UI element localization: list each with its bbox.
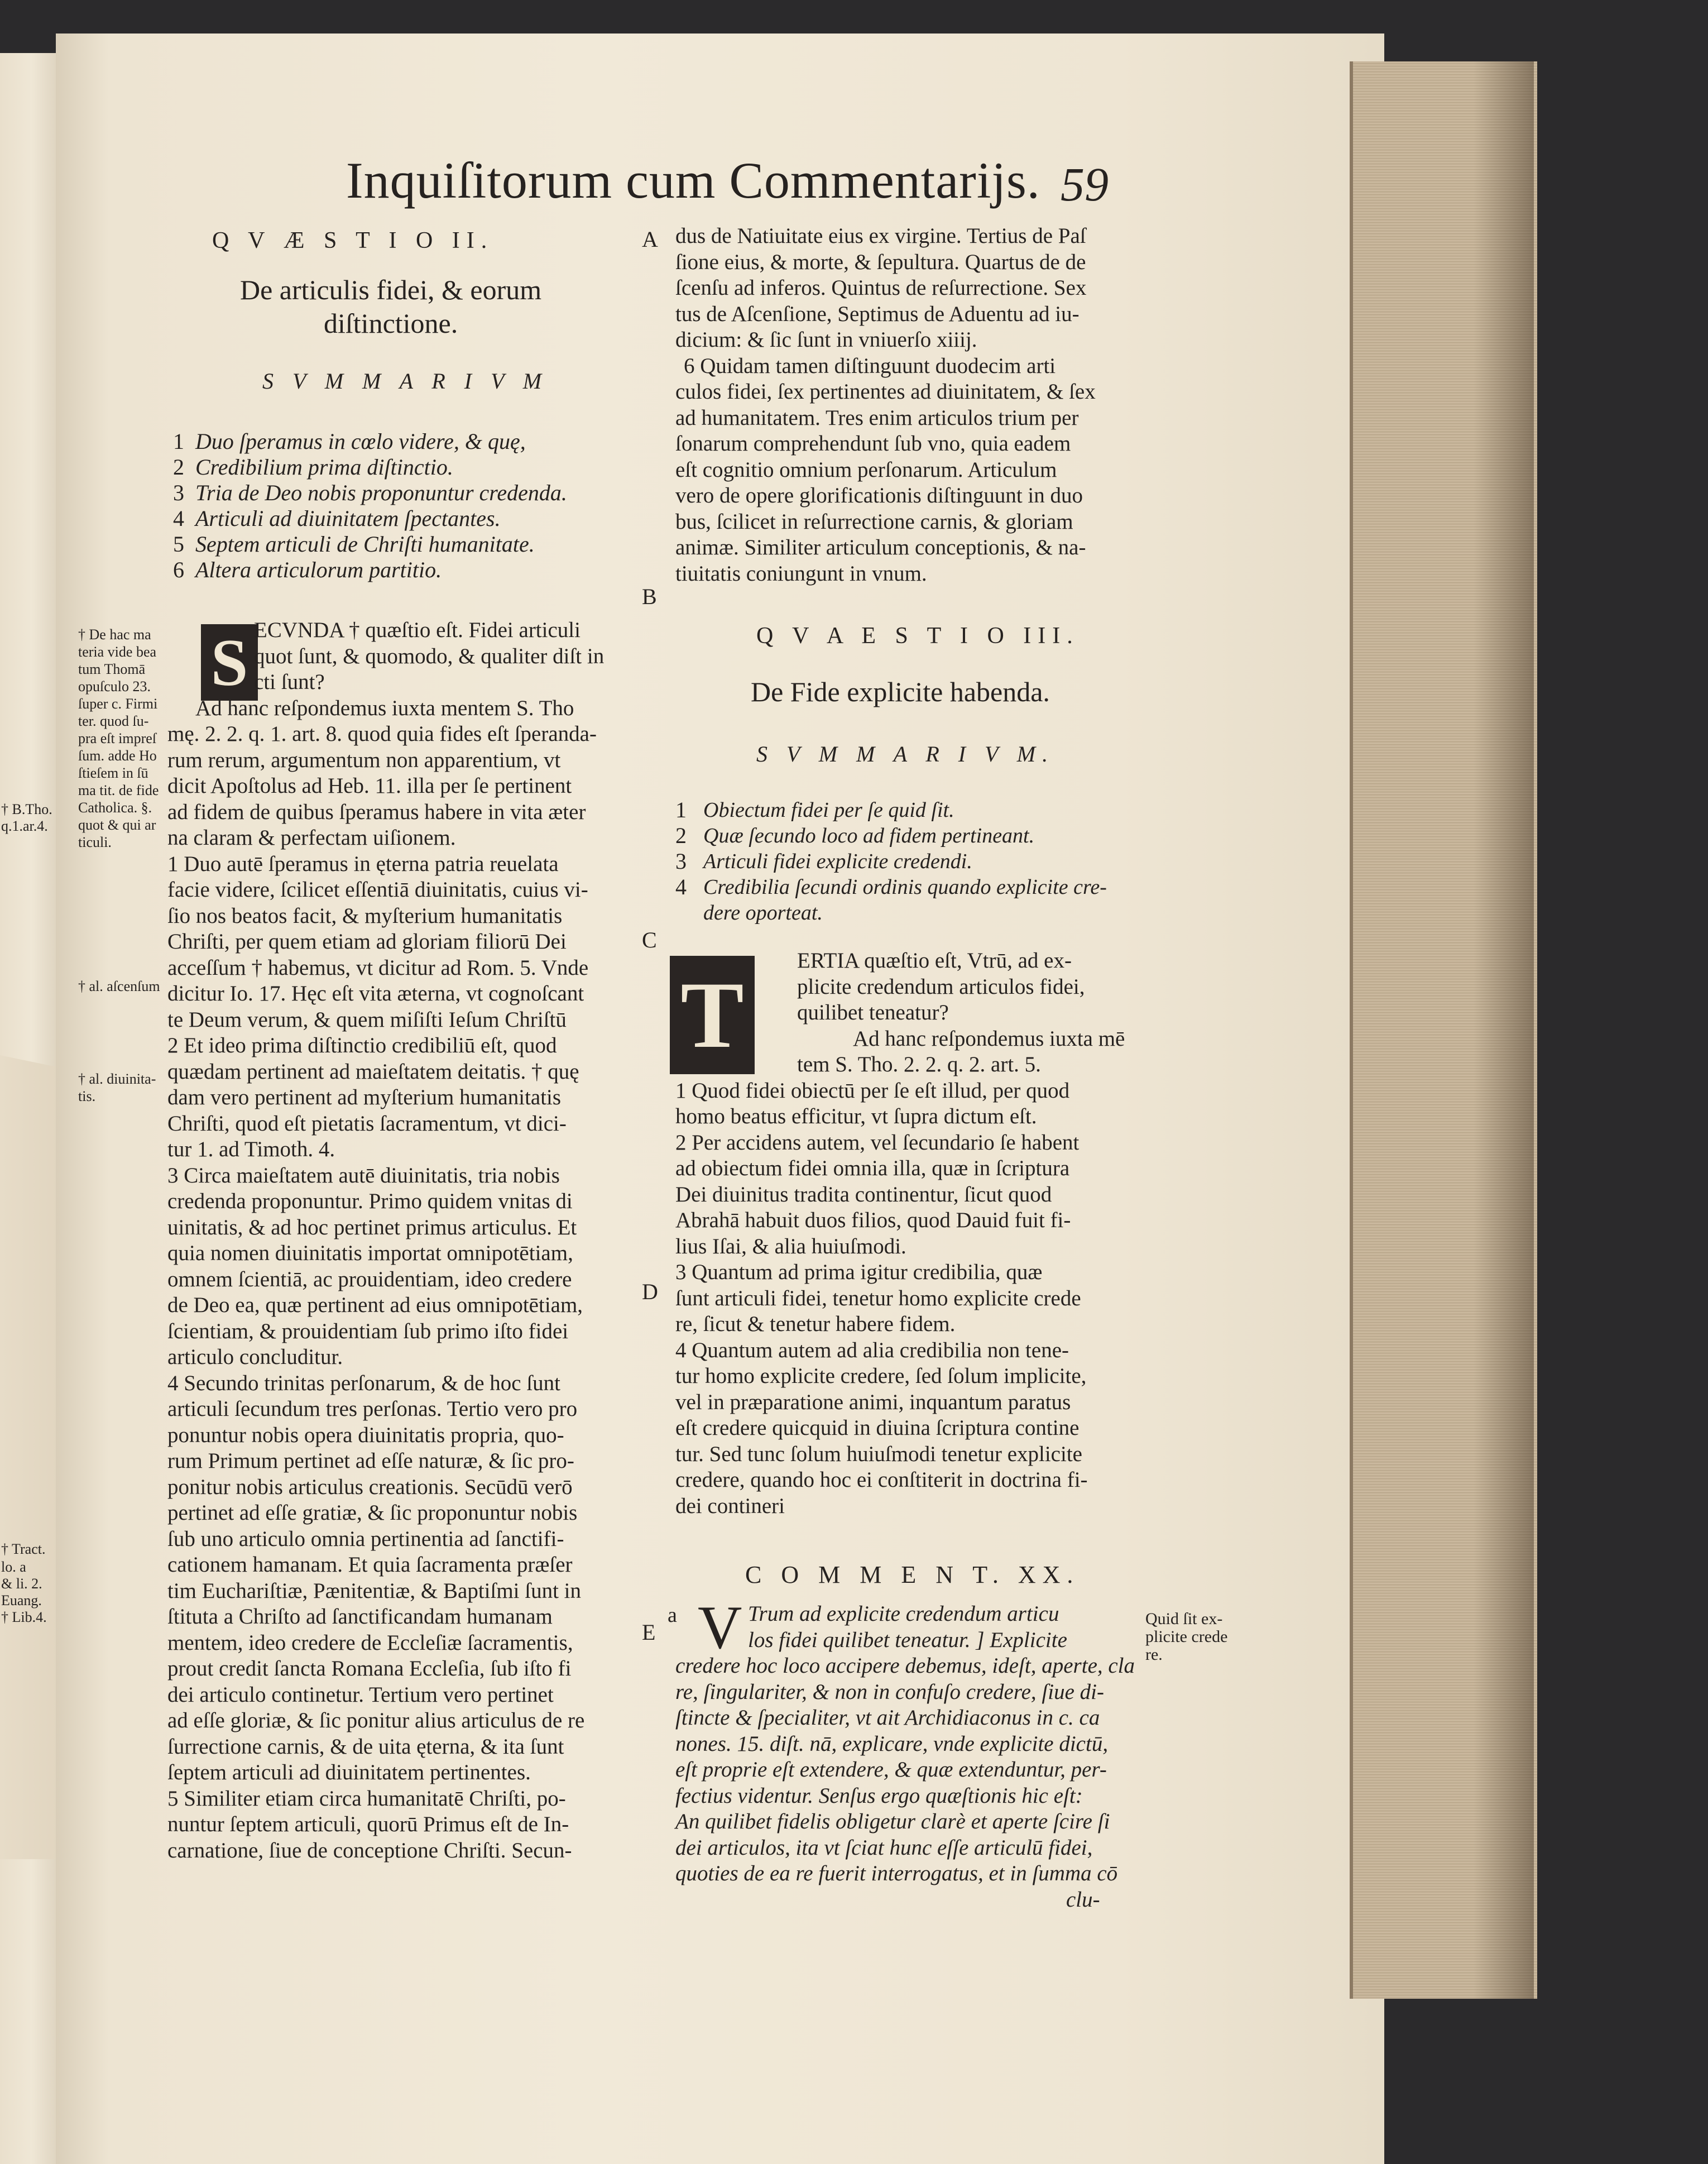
body-text-line: nuntur ſeptem articuli, quorū Primus eſt de In- [167,1812,569,1836]
question-title: diſtinctione. [324,308,458,339]
running-head: Inquiſitorum cum Commentarijs. [346,152,1040,209]
body-text-line: lius Iſai, & alia huiuſmodi. [675,1234,906,1258]
body-text-line: quædam pertinent ad maieſtatem deitatis. † quę [167,1059,579,1084]
body-text-line: dei contineri [675,1493,785,1518]
commentary-line: An quilibet fidelis obligetur clarè et aperte ſcire ſi [675,1809,1110,1833]
body-text-line: vel in præparatione animi, inquantum paratus [675,1390,1071,1414]
body-text-line: ponuntur nobis opera diuinitatis propria, quo- [167,1423,564,1447]
body-text-line: prout credit ſancta Romana Eccleſia, ſub iſto fi [167,1656,572,1681]
margin-note: re. [1145,1645,1163,1664]
body-text-line: homo beatus efficitur, vt ſupra dictum eſt. [675,1104,1037,1128]
commentary-line: re, ſingulariter, & non in confuſo credere, ſiue di- [675,1679,1104,1704]
margin-note: teria vide bea [78,644,157,660]
body-text-line: ſio nos beatos facit, & myſterium humanitatis [167,903,563,928]
body-text-line: ad obiectum fidei omnia illa, quæ in ſcriptura [675,1156,1070,1180]
body-text-line: quia nomen diuinitatis importat omnipotētiam, [167,1241,573,1265]
body-text-line: cationem hamanam. Et quia ſacramenta præſer [167,1553,573,1577]
body-text-line: ſub uno articulo omnia pertinentia ad ſanctifi- [167,1526,564,1551]
summary-number: 5 [173,532,184,557]
summarium-heading: S V M M A R I V M. [756,741,1055,767]
folio-number: 59 [1061,157,1109,211]
body-text-line: dei articulo continetur. Tertium vero pertinet [167,1682,554,1707]
body-text-line: 3 Quantum ad prima igitur credibilia, quæ [675,1260,1043,1284]
margin-note: tum Thomā [78,661,146,677]
section-letter: E [642,1620,656,1645]
body-text-line: ad fidem de quibus ſperamus habere in vita æter [167,799,586,824]
body-text-line: re, ſicut & tenetur habere fidem. [675,1312,956,1336]
body-text-line: tem S. Tho. 2. 2. q. 2. art. 5. [797,1052,1041,1076]
margin-note: opuſculo 23. [78,678,151,695]
margin-note: Quid ſit ex- [1145,1610,1223,1628]
body-text-line: tur. Sed tunc ſolum huiuſmodi tenetur explicite [675,1442,1082,1466]
body-text-line: dicium: & ſic ſunt in vniuerſo xiiij. [675,328,977,352]
body-text-line: eſt cognitio omnium perſonarum. Articulum [675,457,1057,482]
margin-note: † al. aſcenſum [78,978,160,994]
body-text-line: tur homo explicite credere, ſed ſolum implicite, [675,1364,1087,1388]
body-text-line: te Deum verum, & quem miſiſti Ieſum Chriſtū [167,1007,567,1032]
summary-item: Credibilia ſecundi ordinis quando explicite cre- [703,875,1107,899]
body-text-line: ſonarum comprehendunt ſub vno, quia eadem [675,432,1071,456]
body-text-line: Ad hanc reſpondemus iuxta mentem S. Tho [195,696,574,720]
summary-number: 3 [173,480,184,505]
summary-item: Duo ſperamus in cœlo videre, & quę, [195,429,526,454]
body-text-line: ſione eius, & morte, & ſepultura. Quartus de de [675,250,1086,274]
commentary-line: clu- [1066,1887,1100,1912]
margin-note: ſum. adde Ho [78,748,157,764]
body-text-line: ad eſſe gloriæ, & ſic ponitur alius articulus de re [167,1708,585,1732]
body-text-line: ad humanitatem. Tres enim articulos trium per [675,405,1079,430]
left-page-note: q.1.ar.4. [1,818,48,834]
margin-note: Catholica. §. [78,799,152,816]
margin-note: tis. [78,1088,96,1104]
summary-item: Altera articulorum partitio. [195,557,442,582]
summary-number: 3 [675,849,687,874]
left-page-note: † B.Tho. [1,801,52,817]
comment-letter: a [668,1603,677,1627]
commentary-line: nones. 15. diſt. nā, explicare, vnde explicite dictū, [675,1731,1109,1756]
summarium-heading: S V M M A R I V M [262,368,549,394]
body-text-line: ponitur nobis articulus creationis. Secūdū verō [167,1474,573,1499]
body-text-line: uinitatis, & ad hoc pertinet primus articulus. Et [167,1215,577,1239]
body-text-line: na claram & perfectam uiſionem. [167,826,456,850]
summary-item: Quæ ſecundo loco ad fidem pertineant. [703,824,1035,848]
commentary-line: fectius videntur. Senſus ergo quæſtionis hic eſt: [675,1783,1083,1808]
body-text-line: credenda proponuntur. Primo quidem vnitas di [167,1189,573,1213]
body-text-line: Chriſti, quod eſt pietatis ſacramentum, vt dici- [167,1111,567,1136]
section-letter: B [642,584,657,609]
body-text-line: tim Euchariſtiæ, Pænitentiæ, & Baptiſmi ſunt in [167,1578,581,1603]
body-text-line: ſtituta a Chriſto ad ſanctificandam humanam [167,1605,553,1629]
left-page-note: Euang. [1,1592,42,1608]
commentary-line: quoties de ea re fuerit interrogatus, et in ſumma cō [675,1861,1118,1885]
question-title: De Fide explicite habenda. [751,676,1050,707]
body-text-line: 2 Et ideo prima diſtinctio credibiliū eſt, quod [167,1033,557,1057]
body-text-line: dam vero pertinent ad myſterium humanitatis [167,1085,562,1109]
body-text-line: rum rerum, argumentum non apparentium, vt [167,748,561,772]
body-text-line: acceſſum † habemus, vt dicitur ad Rom. 5. Vnde [167,955,589,980]
body-text-line: cti ſunt? [254,670,325,694]
commentary-line: ſtincte & ſpecialiter, vt ait Archidiaconus in c. ca [675,1706,1100,1730]
question-heading: Q V A E S T I O III. [756,623,1080,649]
body-text-line: ſeptem articuli ad diuinitatem pertinentes. [167,1760,531,1784]
body-text-line: Ad hanc reſpondemus iuxta mē [853,1026,1125,1051]
summary-number: 2 [675,823,687,848]
body-text-line: tur 1. ad Timoth. 4. [167,1137,335,1161]
body-text-line: dicitur Io. 17. Hęc eſt vita æterna, vt cognoſcant [167,982,584,1006]
commentary-line: Trum ad explicite credendum articu [748,1602,1059,1626]
body-text-line: credere, quando hoc ei conſtiterit in doctrina fi- [675,1468,1088,1492]
body-text-line: dicit Apoſtolus ad Heb. 11. illa per ſe pertinent [167,774,572,798]
margin-note: † De hac ma [78,626,151,643]
body-text-line: ſunt articuli fidei, tenetur homo explicite crede [675,1286,1081,1310]
body-text-line: Chriſti, per quem etiam ad gloriam filiorū Dei [167,930,567,954]
body-text-line: vero de opere glorificationis diſtinguunt in duo [675,483,1083,508]
left-page-note: lo. a [1,1559,26,1575]
body-text-line: 5 Similiter etiam circa humanitatē Chriſti, po- [167,1786,566,1811]
body-text-line: Abrahā habuit duos filios, quod Dauid fuit fi- [675,1208,1071,1232]
body-text-line: 1 Quod fidei obiectū per ſe eſt illud, per quod [675,1078,1070,1103]
body-text-line: tiuitatis coniungunt in vnum. [675,561,927,586]
body-text-line: quot ſunt, & quomodo, & qualiter diſt in [254,644,604,668]
drop-cap-initial: S [201,624,258,701]
body-text-line: Dei diuinitus tradita continentur, ſicut quod [675,1182,1052,1207]
summary-number: 2 [173,454,184,480]
commentary-line: dei articulos, ita vt ſciat hunc eſſe articulū fidei, [675,1835,1093,1860]
body-text-line: ERTIA quæſtio eſt, Vtrū, ad ex- [797,949,1072,973]
summary-item: Articuli fidei explicite credendi. [703,850,972,873]
commentary-line: eſt proprie eſt extendere, & quæ extenduntur, per- [675,1758,1107,1782]
summary-item: Articuli ad diuinitatem ſpectantes. [195,506,501,531]
body-text-line: ſcientiam, & prouidentiam ſub primo iſto fidei [167,1319,569,1343]
summary-number: 4 [173,506,184,531]
summary-item: Obiectum fidei per ſe quid ſit. [703,798,954,822]
margin-note: plicite crede [1145,1627,1228,1646]
body-text-line: mentem, ideo credere de Eccleſiæ ſacramentis, [167,1630,573,1655]
body-text-line: carnatione, ſiue de conceptione Chriſti. Secun- [167,1838,572,1863]
margin-note: ticuli. [78,834,112,850]
drop-cap-initial: T [670,956,755,1074]
margin-note: pra eſt impreſ [78,730,157,746]
summary-number: 4 [675,874,687,899]
summary-item: Septem articuli de Chriſti humanitate. [195,532,535,557]
body-text-line: animæ. Similiter articulum conceptionis, & na- [675,535,1086,559]
body-text-line: pertinet ad eſſe gratiæ, & ſic proponuntur nobis [167,1501,578,1525]
margin-note: ſuper c. Firmi [78,696,158,712]
summary-number: 1 [675,797,687,822]
body-text-line: articuli ſecundum tres perſonas. Tertio vero pro [167,1397,578,1421]
section-letter: D [642,1279,658,1304]
section-letter: A [642,227,658,252]
summary-number: 1 [173,429,184,454]
body-text-line: plicite credendum articulos fidei, [797,974,1085,999]
body-text-line: mę. 2. 2. q. 1. art. 8. quod quia fides eſt ſperanda- [167,722,597,746]
comment-initial: V [698,1593,742,1662]
body-text-line: de Deo ea, quæ pertinent ad eius omnipotētiam, [167,1293,583,1317]
left-page-note: † Lib.4. [1,1609,47,1625]
body-text-line: facie videre, ſcilicet eſſentiā diuinitatis, cuius vi- [167,878,588,902]
body-text-line: omnem ſcientiā, ac prouidentiam, ideo credere [167,1267,572,1291]
comment-heading: C O M M E N T. XX. [745,1561,1080,1588]
body-text-line: 2 Per accidens autem, vel ſecundario ſe habent [675,1130,1080,1155]
body-text-line: rum Primum pertinet ad eſſe naturæ, & ſic pro- [167,1449,574,1473]
question-title: De articulis fidei, & eorum [240,274,542,305]
margin-note: quot & qui ar [78,817,156,833]
body-text-line: 4 Quantum autem ad alia credibilia non tene- [675,1338,1069,1362]
body-text-line: 6 Quidam tamen diſtinguunt duodecim arti [684,353,1056,378]
body-text-line: tus de Aſcenſione, Septimus de Aduentu ad iu- [675,301,1080,326]
body-text-line: 1 Duo autē ſperamus in ęterna patria reuelata [167,851,559,876]
body-text-line: articulo concluditur. [167,1345,343,1369]
body-text-line: eſt credere quicquid in diuina ſcriptura contine [675,1416,1080,1440]
body-text-line: quilibet teneatur? [797,1000,949,1024]
summary-number: 6 [173,557,184,582]
body-text-line: dus de Natiuitate eius ex virgine. Tertius de Paſ [675,224,1086,248]
body-text-line: 4 Secundo trinitas perſonarum, & de hoc ſunt [167,1371,561,1395]
body-text-line: ſcenſu ad inferos. Quintus de reſurrectione. Sex [675,276,1087,300]
section-letter: C [642,927,657,952]
margin-note: ſtieſem in ſū [78,765,148,781]
left-page-note: & li. 2. [1,1576,42,1592]
summary-item: dere oporteat. [703,901,823,925]
left-page-note: † Tract. [1,1541,46,1557]
body-text-line: 3 Circa maieſtatem autē diuinitatis, tria nobis [167,1163,560,1188]
margin-note: ter. quod ſu- [78,713,149,729]
body-text-line: culos fidei, ſex pertinentes ad diuinitatem, & ſex [675,380,1096,404]
question-heading: Q V Æ S T I O II. [212,228,494,253]
body-text-line: ECVNDA † quæſtio eſt. Fidei articuli [254,618,580,642]
body-text-line: bus, ſcilicet in reſurrectione carnis, & gloriam [675,509,1073,534]
margin-note: ma tit. de fide [78,782,159,798]
summary-item: Tria de Deo nobis proponuntur credenda. [195,480,567,505]
summary-item: Credibilium prima diſtinctio. [195,454,453,480]
page-edge-shadow [1474,61,1534,1999]
margin-note: † al. diuinita- [78,1071,156,1087]
commentary-line: credere hoc loco accipere debemus, ideſt, aperte, cla [675,1654,1135,1678]
body-text-line: ſurrectione carnis, & de uita ęterna, & ita ſunt [167,1734,564,1759]
commentary-line: los fidei quilibet teneatur. ] Explicite [748,1627,1067,1652]
